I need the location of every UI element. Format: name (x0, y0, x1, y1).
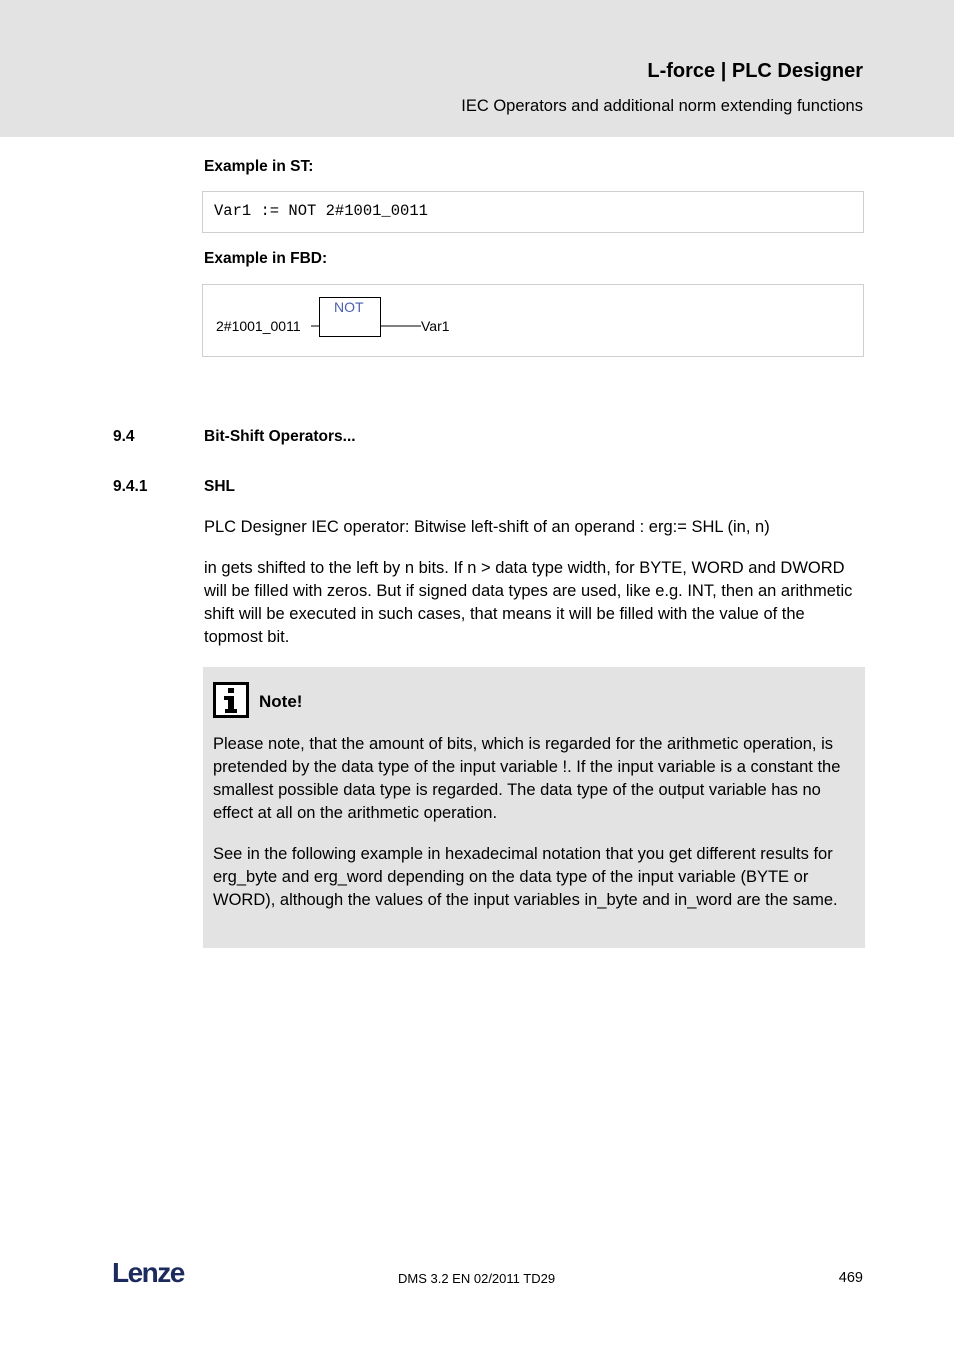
section-number: 9.4 (113, 428, 135, 445)
page-number: 469 (838, 1270, 863, 1286)
fbd-block-label: NOT (334, 299, 364, 315)
fbd-diagram (203, 285, 865, 358)
header-title: L-force | PLC Designer (647, 60, 863, 82)
lenze-logo: Lenze (112, 1257, 184, 1288)
section-title: Bit-Shift Operators... (204, 428, 356, 445)
note-heading: Note! (259, 692, 303, 711)
note-paragraph-2: See in the following example in hexadecimal notation that you get different results for erg_byte and erg_word depending on the data type of the input variable (BYTE or WORD), although the values of the input variables in_byte and in_word are the same. (213, 845, 838, 909)
body-paragraph-1: PLC Designer IEC operator: Bitwise left-shift of an operand : erg:= SHL (in, n) (204, 518, 770, 536)
page-header (0, 0, 954, 137)
fbd-output-label: Var1 (421, 318, 450, 334)
example-fbd-label: Example in FBD: (204, 250, 328, 267)
fbd-diagram-box (202, 284, 864, 357)
header-subtitle: IEC Operators and additional norm extending functions (461, 97, 863, 115)
st-code: Var1 := NOT 2#1001_0011 (214, 202, 428, 220)
note-box (203, 667, 865, 948)
info-icon (213, 682, 249, 718)
st-code-box (202, 191, 864, 233)
subsection-number: 9.4.1 (113, 478, 148, 495)
fbd-input-label: 2#1001_0011 (216, 318, 301, 334)
example-st-label: Example in ST: (204, 158, 314, 175)
footer-doc-id: DMS 3.2 EN 02/2011 TD29 (398, 1271, 556, 1286)
note-paragraph-1: Please note, that the amount of bits, which is regarded for the arithmetic operation, is pretended by the data type of the input variable !. If the input variable is a constant the smallest possible data type is regarded. The data type of the output variable has no effect at all on the arithmetic operation. (213, 735, 841, 822)
body-paragraph-2: in gets shifted to the left by n bits. If n > data type width, for BYTE, WORD and DWORD will be filled with zeros. But if signed data types are used, like e.g. INT, then an arithmetic shift will be executed in such cases, that means it will be filled with the value of the topmost bit. (204, 559, 853, 646)
subsection-title: SHL (204, 478, 235, 495)
